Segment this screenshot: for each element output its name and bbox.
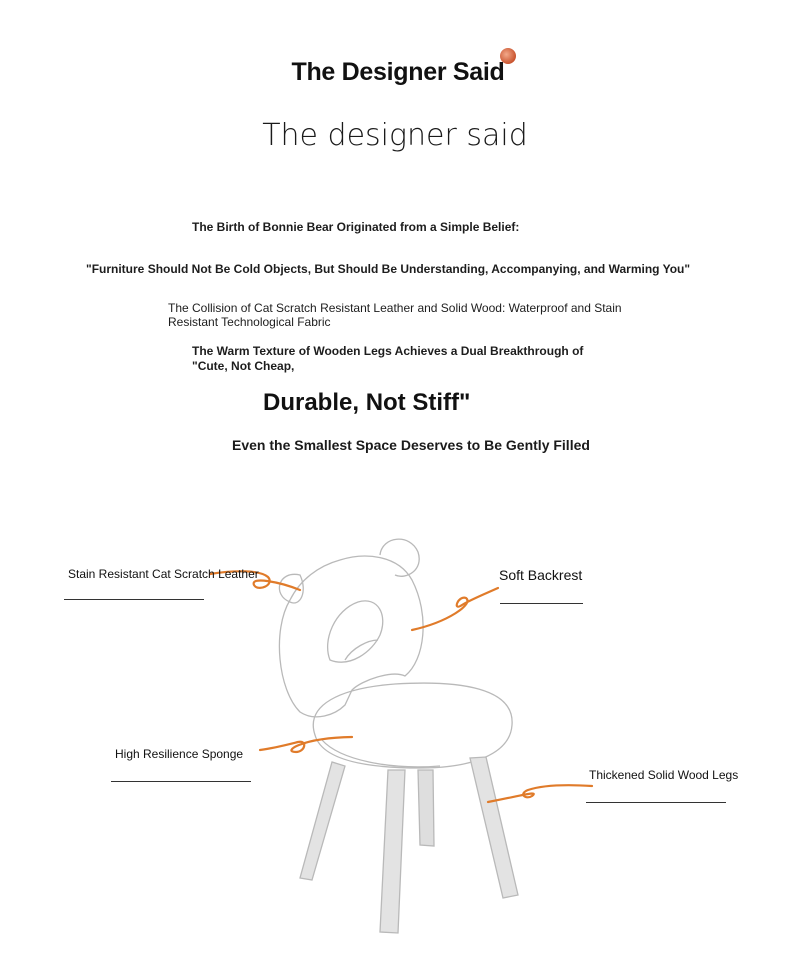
feature-label-sponge: High Resilience Sponge: [115, 747, 244, 761]
leg-front-right: [470, 757, 518, 898]
story-line-3a: The Collision of Cat Scratch Resistant Leather and Solid Wood: Waterproof and Stain: [168, 301, 622, 315]
leader-sponge: [260, 737, 352, 752]
feature-underline-legs: [586, 802, 726, 803]
feature-label-leather: Stain Resistant Cat Scratch Leather: [68, 567, 259, 581]
feature-underline-sponge: [111, 781, 251, 782]
page-subtitle: The designer said: [262, 118, 528, 153]
seat-shape: [313, 683, 512, 768]
story-line-3b: Resistant Technological Fabric: [168, 315, 331, 329]
feature-underline-backrest: [500, 603, 583, 604]
feature-label-legs: Thickened Solid Wood Legs: [589, 768, 739, 782]
leg-back-right: [418, 770, 434, 846]
story-line-6: Even the Smallest Space Deserves to Be Gently Filled: [232, 437, 590, 453]
backrest-shape: [279, 556, 423, 717]
page-title: The Designer Said: [291, 58, 505, 86]
leader-backrest: [412, 588, 498, 630]
story-line-4b: "Cute, Not Cheap,: [192, 359, 295, 373]
story-emphasis: Durable, Not Stiff": [263, 389, 471, 416]
leg-front-mid: [380, 770, 405, 933]
feature-label-backrest: Soft Backrest: [499, 567, 583, 583]
story-line-1: The Birth of Bonnie Bear Originated from a Simple Belief:: [192, 220, 520, 234]
right-ear-shape: [380, 539, 419, 576]
feature-underline-leather: [64, 599, 204, 600]
backrest-hole-shape: [328, 601, 383, 662]
leader-legs: [488, 785, 592, 802]
story-line-4a: The Warm Texture of Wooden Legs Achieves a Dual Breakthrough of: [192, 344, 584, 358]
leg-front-left: [300, 762, 345, 880]
story-line-2: "Furniture Should Not Be Cold Objects, But Should Be Understanding, Accompanying, and Warming You": [86, 262, 691, 276]
